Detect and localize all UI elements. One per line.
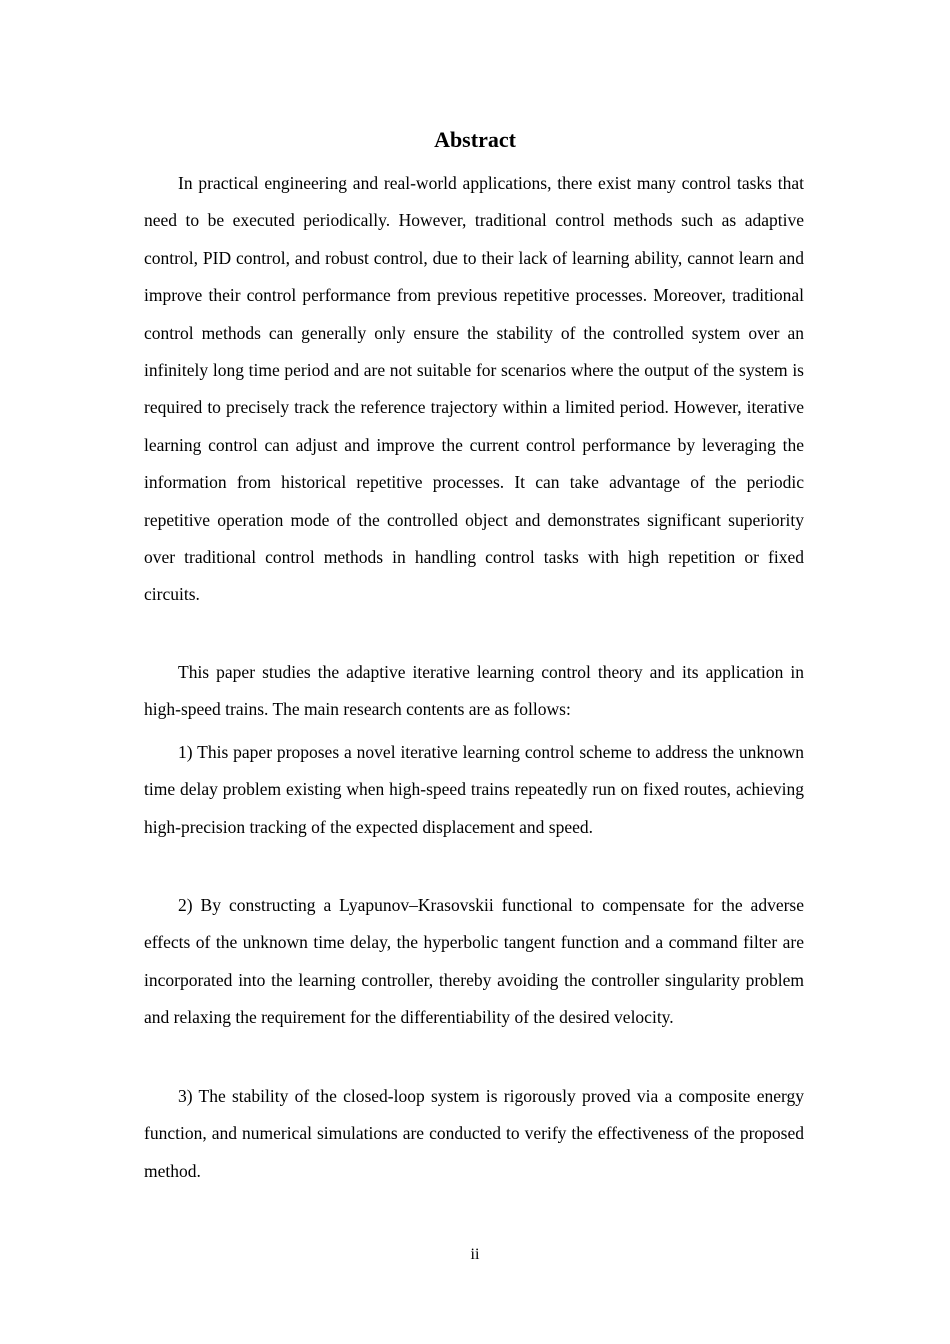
abstract-paragraph-item-1: 1) This paper proposes a novel iterative learning control scheme to address the unknown time delay problem existing when high-speed trains repeatedly run on fixed routes, achieving high-precision tracking of the expected displacement and speed. xyxy=(144,742,804,837)
abstract-paragraph-intro: In practical engineering and real-world applications, there exist many control tasks that need to be executed periodically. However, traditional control methods such as adaptive control, PID control, and robust control, due to their lack of learning ability, cannot learn and improve their control performance from previous repetitive processes. Moreover, traditional control methods can generally only ensure the stability of the controlled system over an infinitely long time period and are not suitable for scenarios where the output of the system is required to precisely track the reference trajectory within a limited period. However, iterative learning control can adjust and improve the current control performance by leveraging the information from historical repetitive processes. It can take advantage of the periodic repetitive operation mode of the controlled object and demonstrates significant superiority over traditional control methods in handling control tasks with high repetition or fixed circuits. xyxy=(144,173,804,605)
abstract-paragraph-scope: This paper studies the adaptive iterative learning control theory and its application in high-speed trains. The main research contents are as follows: xyxy=(144,662,804,720)
abstract-paragraph-item-3: 3) The stability of the closed-loop system is rigorously proved via a composite energy function, and numerical simulations are conducted to verify the effectiveness of the proposed method. xyxy=(144,1086,804,1181)
page-number: ii xyxy=(470,1246,480,1263)
abstract-paragraph-item-2: 2) By constructing a Lyapunov–Krasovskii functional to compensate for the adverse effects of the unknown time delay, the hyperbolic tangent function and a command filter are incorporated into the learning controller, thereby avoiding the controller singularity problem and relaxing the requirement for the differentiability of the desired velocity. xyxy=(144,895,804,1028)
abstract-title: Abstract xyxy=(434,127,516,152)
